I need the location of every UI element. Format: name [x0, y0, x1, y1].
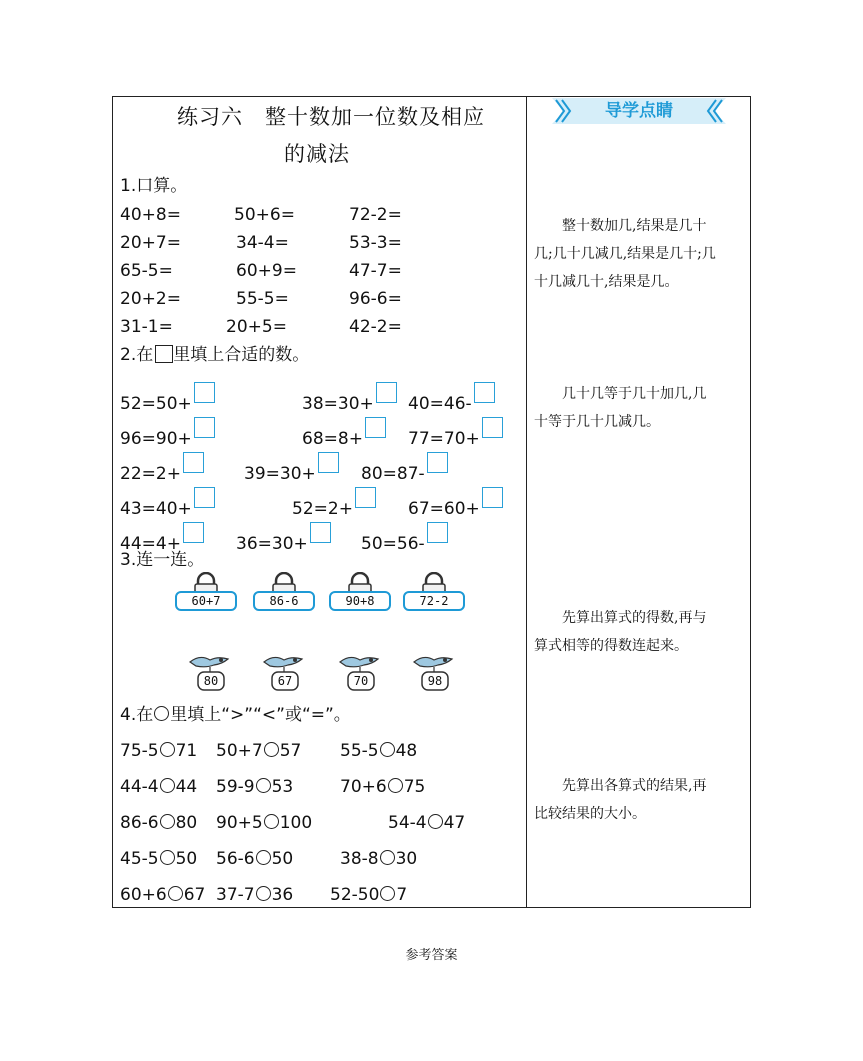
- fill-item: 96=90+: [120, 417, 215, 449]
- calc-item: 31-1=: [120, 317, 173, 337]
- fill-item: 50=56-: [361, 522, 448, 554]
- title-line-1: 练习六 整十数加一位数及相应: [177, 105, 485, 129]
- answer-box[interactable]: [318, 452, 339, 473]
- tip-3: [534, 604, 706, 660]
- fill-item: 40=46-: [408, 382, 495, 414]
- answer-box[interactable]: [482, 487, 503, 508]
- tip-1: [534, 212, 716, 296]
- tip-4-line-2: 比较结果的大小。: [534, 806, 646, 822]
- answer-box[interactable]: [310, 522, 331, 543]
- calc-item: 42-2=: [349, 317, 402, 337]
- fill-item: 44=4+: [120, 522, 204, 554]
- banner-title: 导学点睛: [605, 101, 673, 121]
- fill-item: 38=30+: [302, 382, 397, 414]
- section-4-heading-b: 里填上“>”“<”或“=”。: [170, 705, 351, 725]
- compare-item: 55-5 48: [340, 741, 418, 761]
- calc-item: 72-2=: [349, 205, 402, 225]
- section-3-heading: 3.连一连。: [120, 550, 205, 570]
- answer-circle[interactable]: [160, 742, 175, 757]
- answer-circle[interactable]: [256, 886, 271, 901]
- calc-item: 20+7=: [120, 233, 181, 253]
- answer-circle[interactable]: [256, 778, 271, 793]
- compare-item: 54-4 47: [388, 813, 466, 833]
- answer-circle[interactable]: [264, 814, 279, 829]
- bird-label: 70: [353, 674, 369, 688]
- tip-2: [534, 380, 706, 436]
- calc-item: 20+2=: [120, 289, 181, 309]
- answer-circle[interactable]: [256, 850, 271, 865]
- compare-item: 90+5 100: [216, 813, 313, 833]
- answer-circle[interactable]: [380, 742, 395, 757]
- title-line-2: 的减法: [284, 142, 350, 166]
- calc-item: 60+9=: [236, 261, 297, 281]
- answer-box[interactable]: [365, 417, 386, 438]
- tip-1-line-1: 整十数加几,结果是几十: [534, 218, 707, 234]
- answer-circle[interactable]: [428, 814, 443, 829]
- answer-box[interactable]: [482, 417, 503, 438]
- lock-label: 60+7: [191, 594, 221, 608]
- lock-label: 90+8: [345, 594, 375, 608]
- fill-item: 36=30+: [236, 522, 331, 554]
- fill-item: 67=60+: [408, 487, 503, 519]
- answer-circle[interactable]: [160, 814, 175, 829]
- answer-box[interactable]: [474, 382, 495, 403]
- bird-label: 98: [427, 674, 443, 688]
- compare-item: 75-5 71: [120, 741, 198, 761]
- compare-item: 38-8 30: [340, 849, 418, 869]
- answer-box[interactable]: [183, 522, 204, 543]
- compare-item: 45-5 50: [120, 849, 198, 869]
- answer-circle[interactable]: [380, 886, 395, 901]
- answer-box[interactable]: [427, 522, 448, 543]
- answer-box[interactable]: [355, 487, 376, 508]
- answer-box[interactable]: [183, 452, 204, 473]
- calc-item: 55-5=: [236, 289, 289, 309]
- calc-item: 20+5=: [226, 317, 287, 337]
- answer-circle[interactable]: [160, 850, 175, 865]
- compare-item: 44-4 44: [120, 777, 198, 797]
- answer-box[interactable]: [376, 382, 397, 403]
- answer-circle[interactable]: [388, 778, 403, 793]
- calc-item: 53-3=: [349, 233, 402, 253]
- fill-item: 68=8+: [302, 417, 386, 449]
- tip-4: [534, 772, 706, 828]
- tip-1-line-2: 几;几十几减几,结果是几十;几: [534, 246, 716, 262]
- tip-3-line-1: 先算出算式的得数,再与: [534, 610, 707, 626]
- answer-circle[interactable]: [380, 850, 395, 865]
- fill-item: 22=2+: [120, 452, 204, 484]
- fill-item: 77=70+: [408, 417, 503, 449]
- answer-box[interactable]: [427, 452, 448, 473]
- calc-item: 40+8=: [120, 205, 181, 225]
- compare-item: 37-7 36: [216, 885, 294, 905]
- column-divider: [526, 96, 527, 908]
- tip-2-line-2: 十等于几十几减几。: [534, 414, 660, 430]
- calc-item: 96-6=: [349, 289, 402, 309]
- fill-item: 52=2+: [292, 487, 376, 519]
- compare-item: 52-50 7: [330, 885, 408, 905]
- blank-box-icon: [155, 345, 173, 363]
- section-1-heading: 1.口算。: [120, 176, 188, 196]
- tip-1-line-3: 十几减几十,结果是几。: [534, 274, 679, 290]
- compare-item: 60+6 67: [120, 885, 206, 905]
- compare-item: 70+6 75: [340, 777, 426, 797]
- fill-item: 80=87-: [361, 452, 448, 484]
- answer-box[interactable]: [194, 487, 215, 508]
- answer-circle[interactable]: [168, 886, 183, 901]
- compare-item: 56-6 50: [216, 849, 294, 869]
- answer-box[interactable]: [194, 417, 215, 438]
- lock-label: 72-2: [419, 594, 449, 608]
- section-2-heading-a: 2.在: [120, 345, 154, 365]
- bird-label: 67: [277, 674, 293, 688]
- section-4-heading-a: 4.在: [120, 705, 154, 725]
- bird-label: 80: [203, 674, 219, 688]
- answer-circle[interactable]: [160, 778, 175, 793]
- fill-item: 43=40+: [120, 487, 215, 519]
- calc-item: 65-5=: [120, 261, 173, 281]
- footer-answer-key[interactable]: 参考答案: [405, 948, 458, 963]
- blank-circle-icon: [154, 706, 169, 721]
- fill-item: 52=50+: [120, 382, 215, 414]
- calc-item: 47-7=: [349, 261, 402, 281]
- lock-label: 86-6: [269, 594, 299, 608]
- answer-circle[interactable]: [264, 742, 279, 757]
- section-2-heading-b: 里填上合适的数。: [173, 345, 310, 365]
- section-4-heading: [120, 705, 351, 725]
- answer-box[interactable]: [194, 382, 215, 403]
- calc-item: 50+6=: [234, 205, 295, 225]
- tip-3-line-2: 算式相等的得数连起来。: [534, 638, 688, 654]
- section-2-heading: [120, 345, 309, 365]
- calc-item: 34-4=: [236, 233, 289, 253]
- tip-2-line-1: 几十几等于几十加几,几: [534, 386, 707, 402]
- tip-4-line-1: 先算出各算式的结果,再: [534, 778, 707, 794]
- fill-item: 39=30+: [244, 452, 339, 484]
- compare-item: 86-6 80: [120, 813, 198, 833]
- compare-item: 50+7 57: [216, 741, 302, 761]
- compare-item: 59-9 53: [216, 777, 294, 797]
